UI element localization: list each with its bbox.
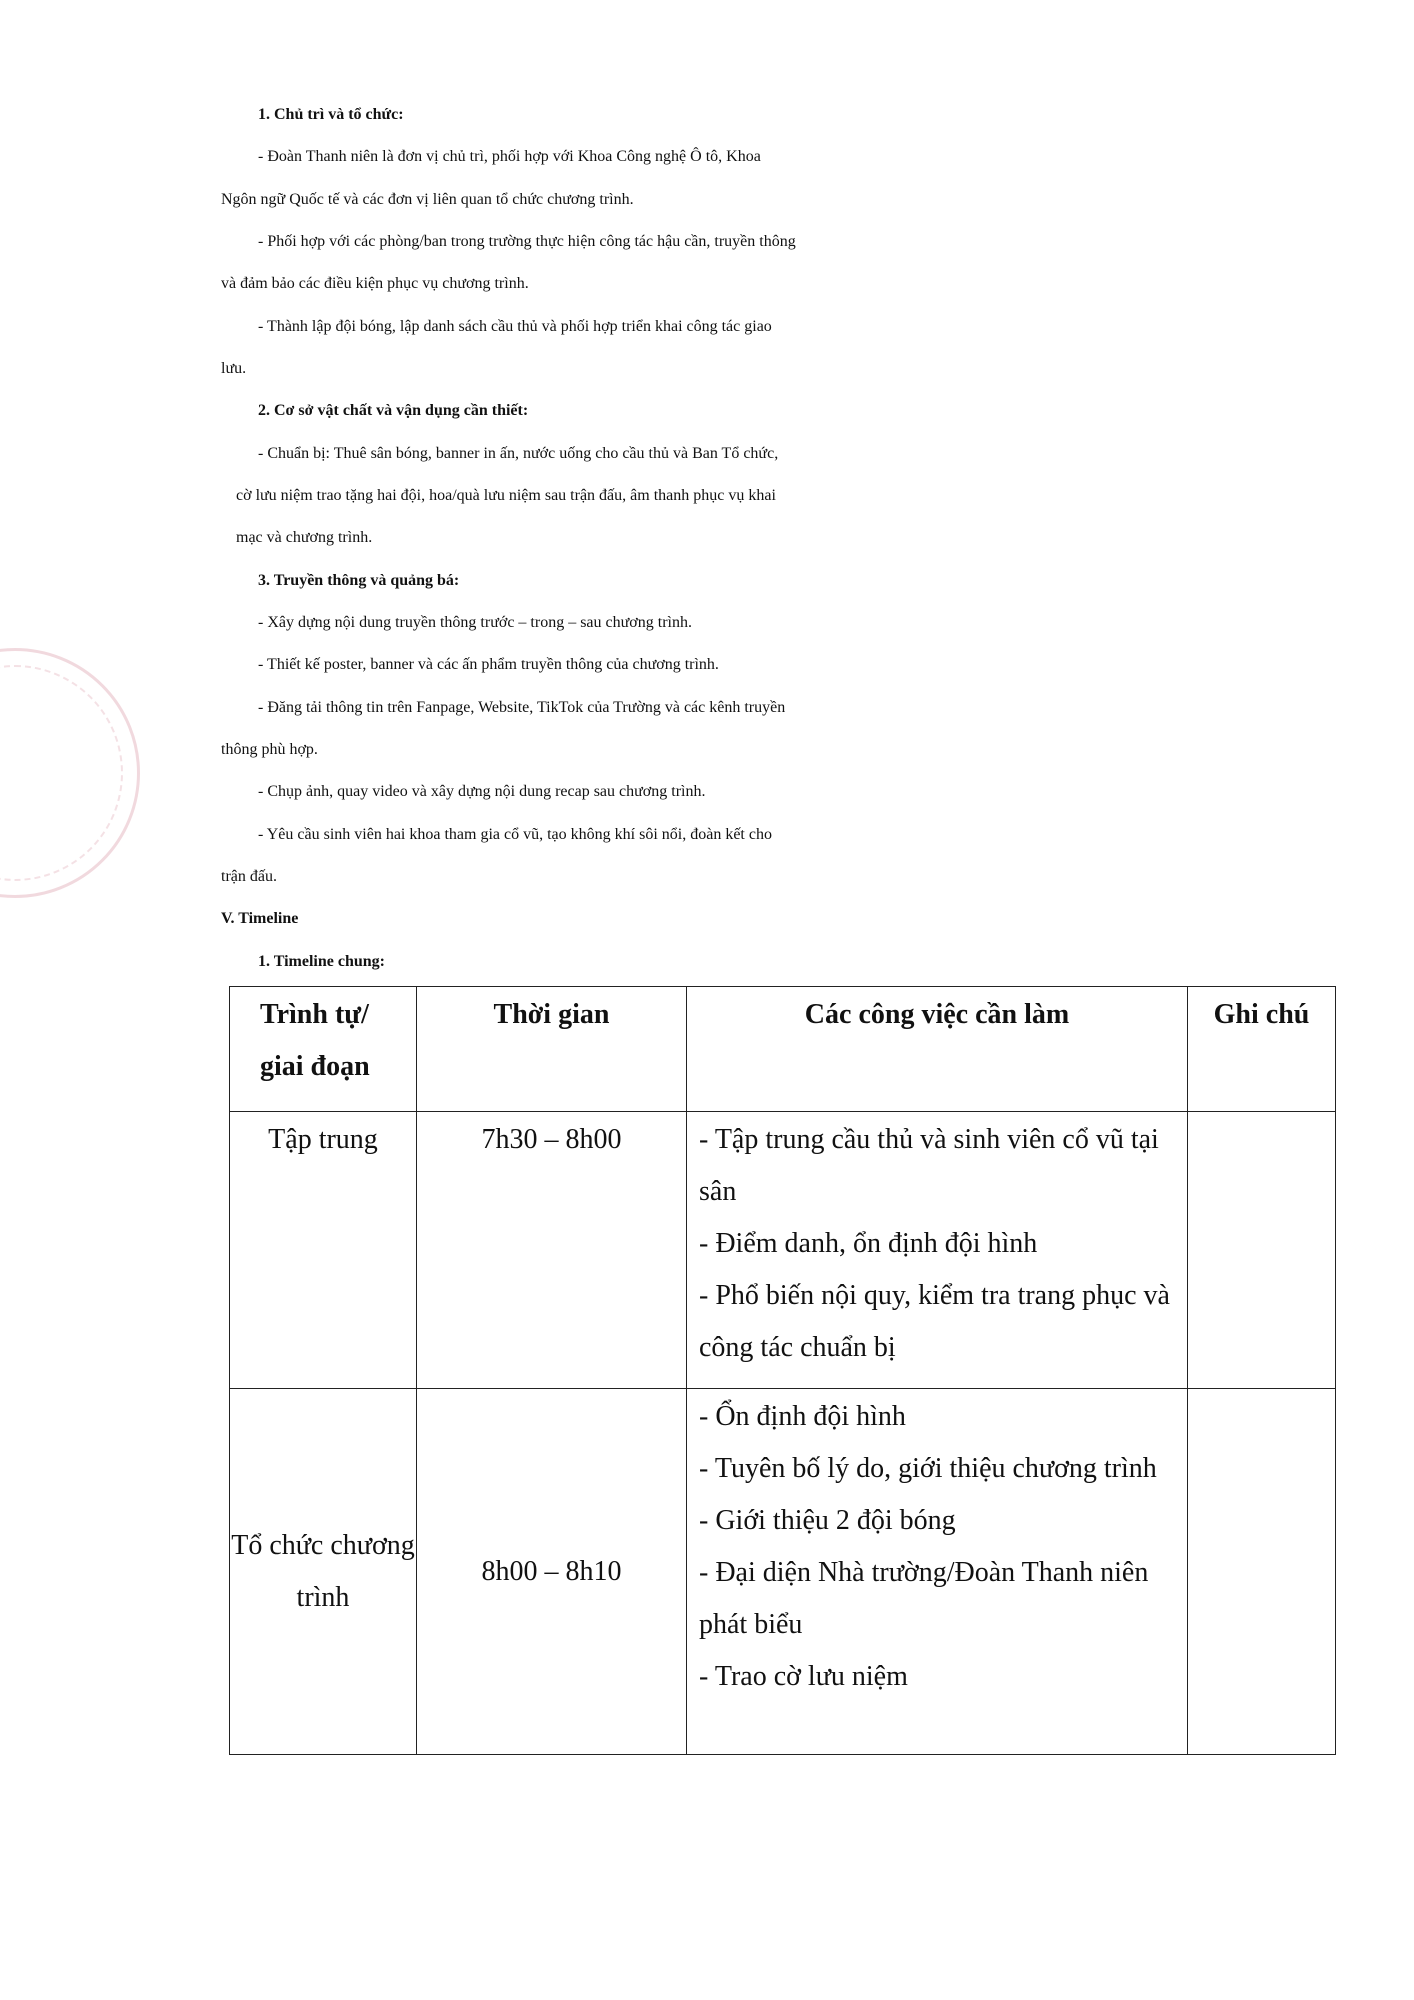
task-item: - Tuyên bố lý do, giới thiệu chương trình — [699, 1453, 1157, 1484]
task-item: - Phổ biến nội quy, kiểm tra trang phục và công tác chuẩn bị — [699, 1280, 1170, 1363]
task-item: - Trao cờ lưu niệm — [699, 1661, 908, 1692]
paragraph-line: trận đấu. — [221, 868, 277, 885]
task-item: - Ổn định đội hình — [699, 1401, 906, 1432]
section-heading-v1: 1. Timeline chung: — [258, 953, 385, 970]
task-item: - Giới thiệu 2 đội bóng — [699, 1505, 956, 1536]
cell-stage: Tổ chức chương trình — [230, 1389, 417, 1755]
task-item: - Điểm danh, ổn định đội hình — [699, 1228, 1038, 1259]
paragraph-line: cờ lưu niệm trao tặng hai đội, hoa/quà lưu niệm sau trận đấu, âm thanh phục vụ khai — [236, 487, 776, 504]
paragraph-line: Ngôn ngữ Quốc tế và các đơn vị liên quan tổ chức chương trình. — [221, 191, 634, 208]
paragraph-line: mạc và chương trình. — [236, 529, 373, 546]
paragraph-line: lưu. — [221, 360, 247, 377]
paragraph-line: - Yêu cầu sinh viên hai khoa tham gia cổ vũ, tạo không khí sôi nổi, đoàn kết cho — [258, 826, 772, 843]
paragraph-line: và đảm bảo các điều kiện phục vụ chương trình. — [221, 275, 529, 292]
section-heading-v: V. Timeline — [221, 910, 299, 927]
paragraph-line: - Thiết kế poster, banner và các ấn phẩm truyền thông của chương trình. — [258, 656, 719, 673]
task-item: - Đại diện Nhà trường/Đoàn Thanh niên phát biểu — [699, 1557, 1149, 1640]
cell-note — [1188, 1389, 1336, 1755]
cell-tasks — [687, 1389, 1188, 1755]
header-stage: Trình tự/ giai đoạn — [230, 987, 417, 1112]
task-item: - Tập trung cầu thủ và sinh viên cổ vũ tại sân — [699, 1124, 1159, 1207]
paragraph-line: - Đoàn Thanh niên là đơn vị chủ trì, phối hợp với Khoa Công nghệ Ô tô, Khoa — [258, 148, 761, 165]
table-row — [230, 1389, 1336, 1755]
cell-note — [1188, 1112, 1336, 1389]
table-row — [230, 1112, 1336, 1389]
table-header-row — [230, 987, 1336, 1112]
header-note: Ghi chú — [1188, 987, 1336, 1112]
header-tasks: Các công việc cần làm — [687, 987, 1188, 1112]
cell-stage: Tập trung — [230, 1112, 417, 1389]
stamp-mark — [0, 648, 140, 898]
cell-time: 8h00 – 8h10 — [417, 1389, 687, 1755]
paragraph-line: - Chuẩn bị: Thuê sân bóng, banner in ấn, nước uống cho cầu thủ và Ban Tổ chức, — [258, 445, 779, 462]
paragraph-line: - Chụp ảnh, quay video và xây dựng nội dung recap sau chương trình. — [258, 783, 706, 800]
section-heading-3: 3. Truyền thông và quảng bá: — [258, 572, 460, 589]
paragraph-line: - Thành lập đội bóng, lập danh sách cầu thủ và phối hợp triển khai công tác giao — [258, 318, 772, 335]
timeline-table — [229, 986, 1336, 1755]
paragraph-line: - Đăng tải thông tin trên Fanpage, Website, TikTok của Trường và các kênh truyền — [258, 699, 786, 716]
header-time: Thời gian — [417, 987, 687, 1112]
cell-tasks — [687, 1112, 1188, 1389]
cell-time: 7h30 – 8h00 — [417, 1112, 687, 1389]
paragraph-line: - Phối hợp với các phòng/ban trong trường thực hiện công tác hậu cần, truyền thông — [258, 233, 796, 250]
section-heading-1: 1. Chủ trì và tổ chức: — [258, 106, 404, 123]
section-heading-2: 2. Cơ sở vật chất và vận dụng cần thiết: — [258, 402, 529, 419]
paragraph-line: - Xây dựng nội dung truyền thông trước – trong – sau chương trình. — [258, 614, 692, 631]
paragraph-line: thông phù hợp. — [221, 741, 318, 758]
